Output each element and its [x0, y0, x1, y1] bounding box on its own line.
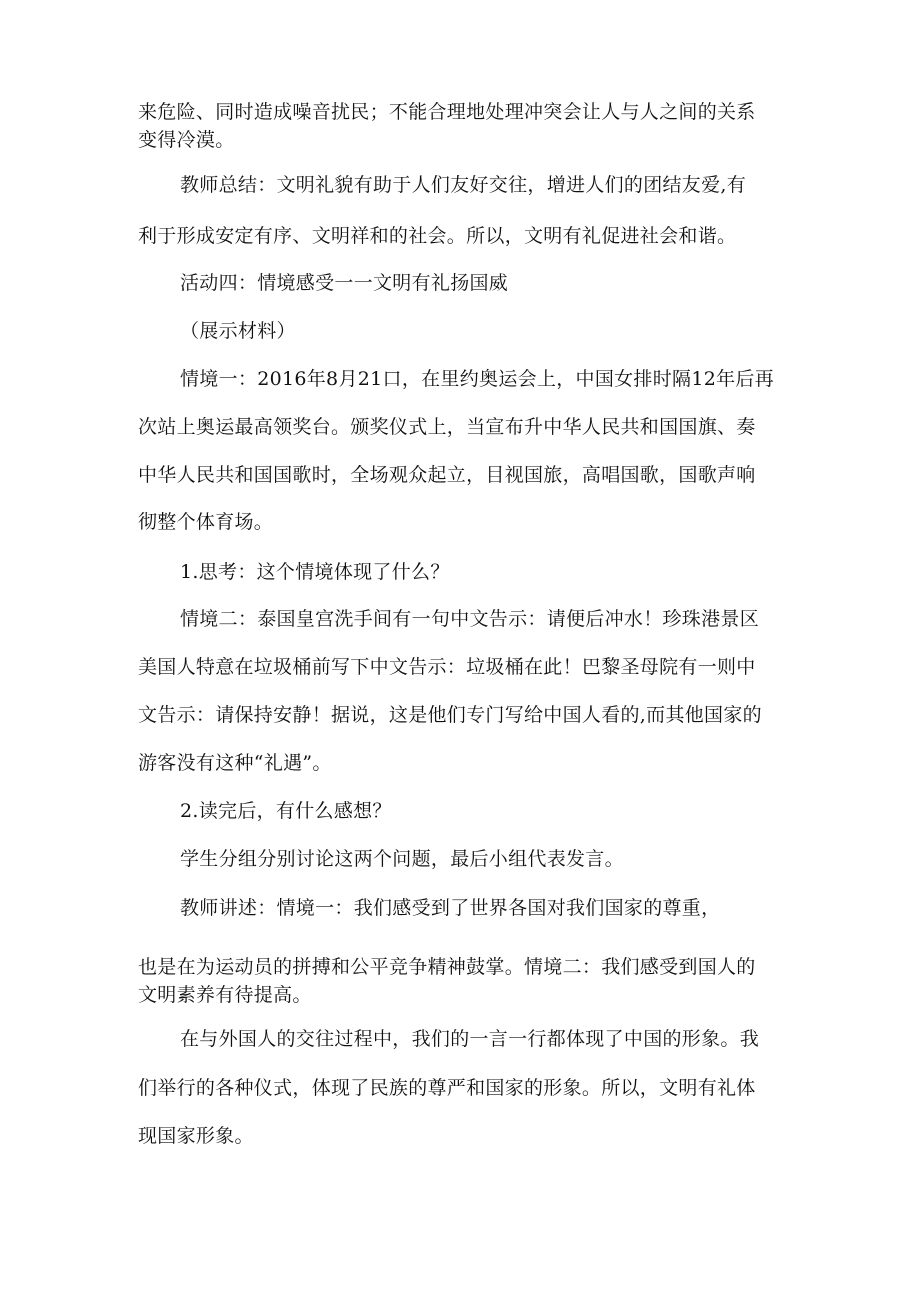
- text-line: 文明素养有待提高。: [138, 984, 312, 1006]
- text-line: 也是在为运动员的拼搏和公平竞争精神鼓掌。情境二：我们感受到国人的: [138, 956, 756, 978]
- text-line: 们举行的各种仪式，体现了民族的尊严和国家的形象。所以，文明有礼体: [138, 1077, 756, 1099]
- text-line: 教师讲述：情境一：我们感受到了世界各国对我们国家的尊重，: [180, 897, 721, 919]
- text-line: 情境二：泰国皇宫洗手间有一句中文告示：请便后冲水！珍珠港景区: [180, 608, 760, 630]
- question-line: 2.读完后，有什么感想？: [180, 800, 392, 822]
- text-line: 彻整个体育场。: [138, 511, 274, 533]
- text-line: 情境一：2016年8月21口，在里约奥运会上，中国女排时隔12年后再: [180, 368, 774, 390]
- text-line: 中华人民共和国国歌时，全场观众起立，目视国旅，高唱国歌，国歌声响: [138, 464, 756, 486]
- text-line: 美国人特意在垃圾桶前写下中文告示：垃圾桶在此！巴黎圣母院有一则中: [138, 656, 756, 678]
- text-line: 学生分组分别讨论这两个问题，最后小组代表发言。: [180, 848, 624, 870]
- section-heading: 活动四：情境感受一一文明有礼扬国威: [180, 272, 509, 294]
- text-line: 次站上奥运最高领奖台。颁奖仪式上，当宣布升中华人民共和国国旗、奏: [138, 416, 756, 438]
- text-line: 在与外国人的交往过程中，我们的一言一行都体现了中国的形象。我: [180, 1028, 760, 1050]
- text-line: 变得冷漠。: [138, 129, 235, 151]
- text-line: （展示材料）: [180, 320, 296, 342]
- text-line: 教师总结：文明礼貌有助于人们友好交往，增进人们的团结友爱,有: [180, 174, 747, 196]
- text-line: 现国家形象。: [138, 1125, 254, 1147]
- question-line: 1.思考：这个情境体现了什么？: [180, 561, 450, 583]
- text-line: 游客没有这种“礼遇”。: [138, 752, 332, 774]
- text-line: 来危险、同时造成噪音扰民；不能合理地处理冲突会让人与人之间的关系: [138, 101, 756, 123]
- text-line: 文告示：请保持安静！据说，这是他们专门写给中国人看的,而其他国家的: [138, 704, 762, 726]
- text-line: 利于形成安定有序、文明祥和的社会。所以，文明有礼促进社会和谐。: [138, 225, 737, 247]
